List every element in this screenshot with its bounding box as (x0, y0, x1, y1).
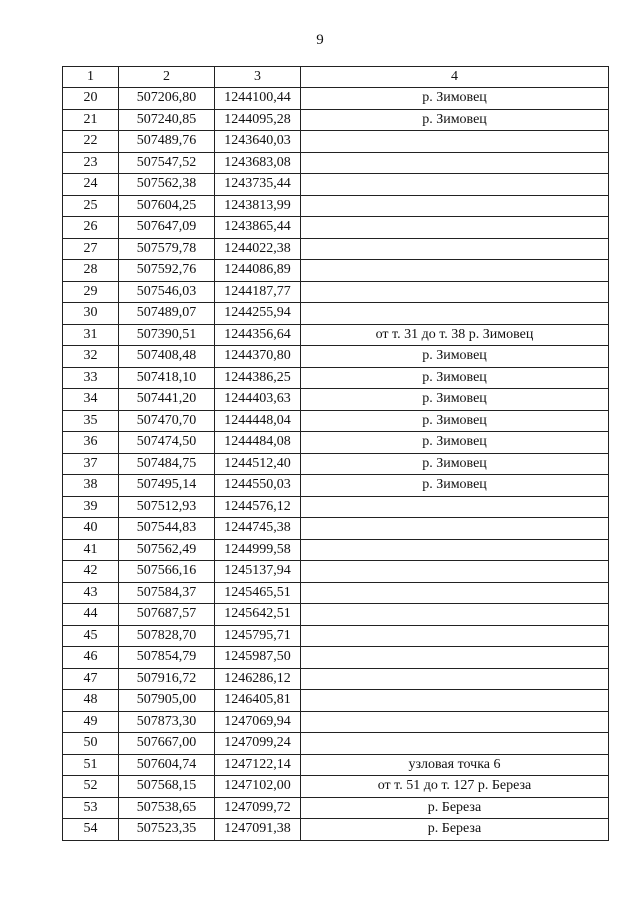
point-number-cell: 20 (63, 88, 119, 110)
description-cell (301, 303, 609, 325)
x-coordinate-cell: 507544,83 (119, 518, 215, 540)
description-cell (301, 625, 609, 647)
point-number-cell: 48 (63, 690, 119, 712)
description-cell (301, 668, 609, 690)
x-coordinate-cell: 507667,00 (119, 733, 215, 755)
x-coordinate-cell: 507390,51 (119, 324, 215, 346)
table-row (63, 819, 609, 841)
x-coordinate-cell: 507489,76 (119, 131, 215, 153)
x-coordinate-cell: 507647,09 (119, 217, 215, 239)
y-coordinate-cell: 1246286,12 (215, 668, 301, 690)
y-coordinate-cell: 1247099,24 (215, 733, 301, 755)
description-cell: р. Береза (301, 819, 609, 841)
header-col-2: 2 (119, 67, 215, 88)
table-row (63, 324, 609, 346)
x-coordinate-cell: 507206,80 (119, 88, 215, 110)
table-row (63, 625, 609, 647)
description-cell (301, 260, 609, 282)
table-row (63, 88, 609, 110)
table-row (63, 432, 609, 454)
description-cell (301, 238, 609, 260)
y-coordinate-cell: 1243813,99 (215, 195, 301, 217)
table-row (63, 647, 609, 669)
table-row (63, 668, 609, 690)
point-number-cell: 43 (63, 582, 119, 604)
x-coordinate-cell: 507579,78 (119, 238, 215, 260)
table-row (63, 281, 609, 303)
table-header (63, 67, 609, 88)
description-cell (301, 604, 609, 626)
table-row (63, 711, 609, 733)
x-coordinate-cell: 507905,00 (119, 690, 215, 712)
x-coordinate-cell: 507408,48 (119, 346, 215, 368)
x-coordinate-cell: 507547,52 (119, 152, 215, 174)
y-coordinate-cell: 1244386,25 (215, 367, 301, 389)
header-col-4: 4 (301, 67, 609, 88)
y-coordinate-cell: 1244086,89 (215, 260, 301, 282)
point-number-cell: 22 (63, 131, 119, 153)
description-cell (301, 561, 609, 583)
x-coordinate-cell: 507687,57 (119, 604, 215, 626)
point-number-cell: 47 (63, 668, 119, 690)
y-coordinate-cell: 1244187,77 (215, 281, 301, 303)
table-row (63, 238, 609, 260)
y-coordinate-cell: 1244370,80 (215, 346, 301, 368)
y-coordinate-cell: 1244255,94 (215, 303, 301, 325)
description-cell (301, 195, 609, 217)
description-cell: от т. 51 до т. 127 р. Береза (301, 776, 609, 798)
point-number-cell: 54 (63, 819, 119, 841)
table-row (63, 174, 609, 196)
x-coordinate-cell: 507916,72 (119, 668, 215, 690)
table-row (63, 604, 609, 626)
table-row (63, 303, 609, 325)
y-coordinate-cell: 1244999,58 (215, 539, 301, 561)
y-coordinate-cell: 1243683,08 (215, 152, 301, 174)
point-number-cell: 52 (63, 776, 119, 798)
y-coordinate-cell: 1245987,50 (215, 647, 301, 669)
y-coordinate-cell: 1245465,51 (215, 582, 301, 604)
table-row (63, 754, 609, 776)
point-number-cell: 41 (63, 539, 119, 561)
point-number-cell: 53 (63, 797, 119, 819)
description-cell: р. Зимовец (301, 432, 609, 454)
description-cell: узловая точка 6 (301, 754, 609, 776)
description-cell (301, 152, 609, 174)
x-coordinate-cell: 507523,35 (119, 819, 215, 841)
x-coordinate-cell: 507828,70 (119, 625, 215, 647)
description-cell (301, 217, 609, 239)
table-row (63, 131, 609, 153)
x-coordinate-cell: 507854,79 (119, 647, 215, 669)
header-row (63, 67, 609, 88)
point-number-cell: 46 (63, 647, 119, 669)
y-coordinate-cell: 1245795,71 (215, 625, 301, 647)
point-number-cell: 33 (63, 367, 119, 389)
header-col-3: 3 (215, 67, 301, 88)
point-number-cell: 31 (63, 324, 119, 346)
point-number-cell: 49 (63, 711, 119, 733)
point-number-cell: 21 (63, 109, 119, 131)
y-coordinate-cell: 1244745,38 (215, 518, 301, 540)
point-number-cell: 50 (63, 733, 119, 755)
y-coordinate-cell: 1244356,64 (215, 324, 301, 346)
point-number-cell: 26 (63, 217, 119, 239)
x-coordinate-cell: 507418,10 (119, 367, 215, 389)
description-cell: р. Зимовец (301, 453, 609, 475)
y-coordinate-cell: 1247122,14 (215, 754, 301, 776)
table-row (63, 260, 609, 282)
table-row (63, 518, 609, 540)
y-coordinate-cell: 1244448,04 (215, 410, 301, 432)
point-number-cell: 24 (63, 174, 119, 196)
point-number-cell: 42 (63, 561, 119, 583)
description-cell: р. Зимовец (301, 389, 609, 411)
y-coordinate-cell: 1244550,03 (215, 475, 301, 497)
table-row (63, 367, 609, 389)
description-cell (301, 733, 609, 755)
y-coordinate-cell: 1243735,44 (215, 174, 301, 196)
point-number-cell: 27 (63, 238, 119, 260)
description-cell (301, 496, 609, 518)
table-row (63, 733, 609, 755)
table-row (63, 475, 609, 497)
table-row (63, 539, 609, 561)
description-cell (301, 582, 609, 604)
point-number-cell: 30 (63, 303, 119, 325)
page-number: 9 (316, 32, 324, 48)
description-cell (301, 711, 609, 733)
y-coordinate-cell: 1243865,44 (215, 217, 301, 239)
table-row (63, 496, 609, 518)
y-coordinate-cell: 1247069,94 (215, 711, 301, 733)
y-coordinate-cell: 1247099,72 (215, 797, 301, 819)
y-coordinate-cell: 1244403,63 (215, 389, 301, 411)
description-cell: р. Зимовец (301, 88, 609, 110)
description-cell: р. Зимовец (301, 346, 609, 368)
x-coordinate-cell: 507484,75 (119, 453, 215, 475)
y-coordinate-cell: 1243640,03 (215, 131, 301, 153)
x-coordinate-cell: 507604,25 (119, 195, 215, 217)
table-row (63, 582, 609, 604)
point-number-cell: 44 (63, 604, 119, 626)
y-coordinate-cell: 1244576,12 (215, 496, 301, 518)
table-row (63, 389, 609, 411)
description-cell (301, 281, 609, 303)
point-number-cell: 36 (63, 432, 119, 454)
description-cell: р. Зимовец (301, 109, 609, 131)
x-coordinate-cell: 507474,50 (119, 432, 215, 454)
table-row (63, 690, 609, 712)
y-coordinate-cell: 1247102,00 (215, 776, 301, 798)
point-number-cell: 25 (63, 195, 119, 217)
y-coordinate-cell: 1247091,38 (215, 819, 301, 841)
x-coordinate-cell: 507568,15 (119, 776, 215, 798)
table-row (63, 109, 609, 131)
y-coordinate-cell: 1246405,81 (215, 690, 301, 712)
y-coordinate-cell: 1245137,94 (215, 561, 301, 583)
x-coordinate-cell: 507538,65 (119, 797, 215, 819)
x-coordinate-cell: 507512,93 (119, 496, 215, 518)
table-row (63, 195, 609, 217)
x-coordinate-cell: 507546,03 (119, 281, 215, 303)
description-cell: р. Береза (301, 797, 609, 819)
point-number-cell: 40 (63, 518, 119, 540)
y-coordinate-cell: 1244484,08 (215, 432, 301, 454)
description-cell: р. Зимовец (301, 367, 609, 389)
x-coordinate-cell: 507604,74 (119, 754, 215, 776)
x-coordinate-cell: 507240,85 (119, 109, 215, 131)
table-row (63, 776, 609, 798)
y-coordinate-cell: 1244095,28 (215, 109, 301, 131)
point-number-cell: 35 (63, 410, 119, 432)
table-row (63, 410, 609, 432)
point-number-cell: 38 (63, 475, 119, 497)
point-number-cell: 34 (63, 389, 119, 411)
table-row (63, 346, 609, 368)
table-row (63, 217, 609, 239)
coordinates-table (62, 66, 609, 841)
description-cell (301, 131, 609, 153)
description-cell (301, 647, 609, 669)
y-coordinate-cell: 1244100,44 (215, 88, 301, 110)
point-number-cell: 32 (63, 346, 119, 368)
description-cell: от т. 31 до т. 38 р. Зимовец (301, 324, 609, 346)
y-coordinate-cell: 1244512,40 (215, 453, 301, 475)
description-cell: р. Зимовец (301, 410, 609, 432)
table-body (63, 88, 609, 841)
description-cell (301, 518, 609, 540)
x-coordinate-cell: 507495,14 (119, 475, 215, 497)
point-number-cell: 51 (63, 754, 119, 776)
header-col-1: 1 (63, 67, 119, 88)
description-cell: р. Зимовец (301, 475, 609, 497)
x-coordinate-cell: 507470,70 (119, 410, 215, 432)
y-coordinate-cell: 1244022,38 (215, 238, 301, 260)
x-coordinate-cell: 507566,16 (119, 561, 215, 583)
description-cell (301, 174, 609, 196)
point-number-cell: 23 (63, 152, 119, 174)
description-cell (301, 690, 609, 712)
point-number-cell: 39 (63, 496, 119, 518)
x-coordinate-cell: 507584,37 (119, 582, 215, 604)
table-row (63, 453, 609, 475)
x-coordinate-cell: 507592,76 (119, 260, 215, 282)
description-cell (301, 539, 609, 561)
table-row (63, 797, 609, 819)
point-number-cell: 29 (63, 281, 119, 303)
x-coordinate-cell: 507441,20 (119, 389, 215, 411)
y-coordinate-cell: 1245642,51 (215, 604, 301, 626)
x-coordinate-cell: 507489,07 (119, 303, 215, 325)
table-row (63, 561, 609, 583)
point-number-cell: 45 (63, 625, 119, 647)
point-number-cell: 28 (63, 260, 119, 282)
x-coordinate-cell: 507562,49 (119, 539, 215, 561)
x-coordinate-cell: 507562,38 (119, 174, 215, 196)
table-row (63, 152, 609, 174)
point-number-cell: 37 (63, 453, 119, 475)
x-coordinate-cell: 507873,30 (119, 711, 215, 733)
